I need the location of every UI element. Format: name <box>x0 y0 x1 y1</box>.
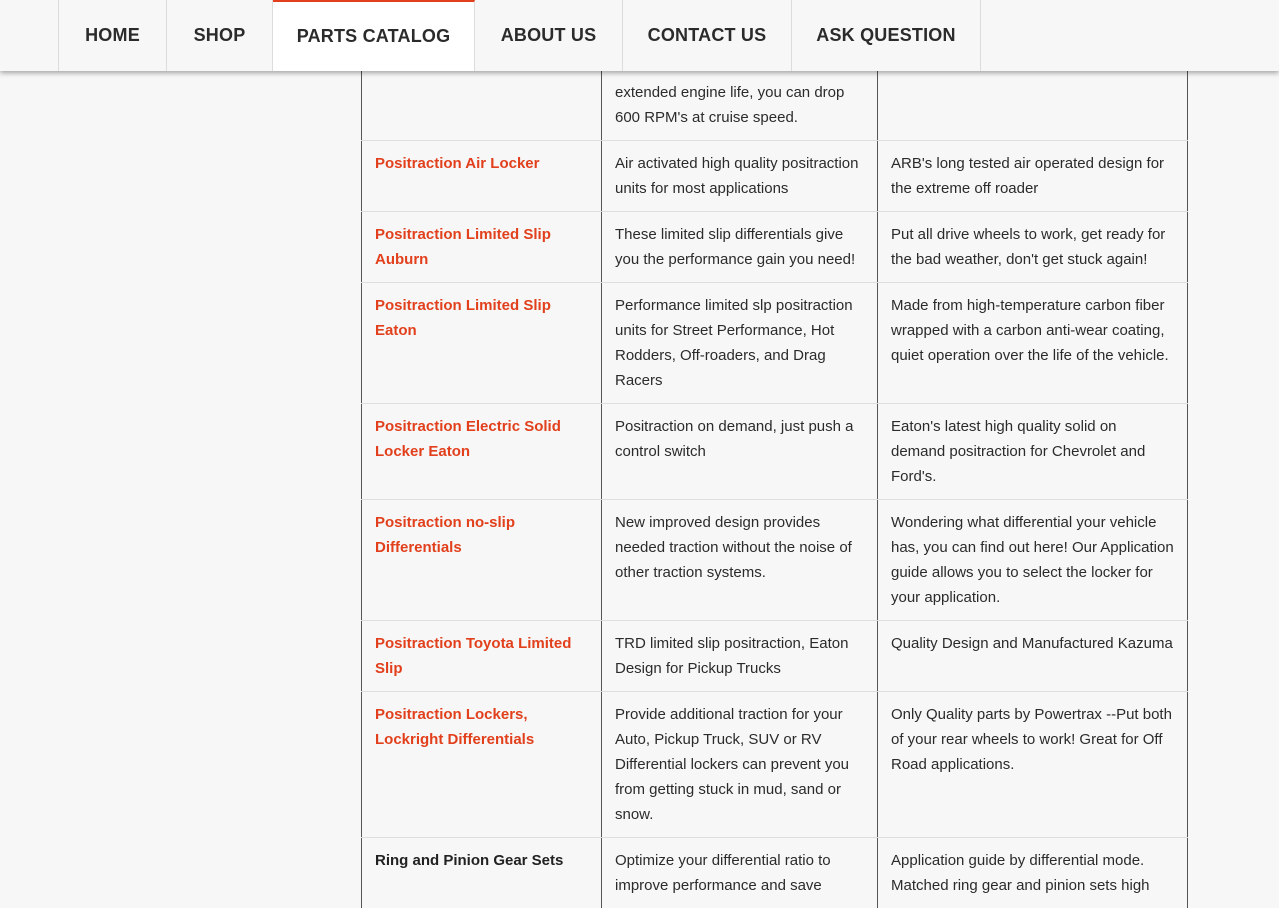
table-row <box>362 283 1188 404</box>
part-note-cell: Wondering what differential your vehicle has, you can find out here! Our Application guide allows you to select the locker for your application. <box>878 500 1188 621</box>
nav-about-us[interactable]: ABOUT US <box>475 0 623 71</box>
part-note-cell: Put all drive wheels to work, get ready for the bad weather, don't get stuck again! <box>878 212 1188 283</box>
part-link-lockers-lockright[interactable]: Positraction Lockers, Lockright Differentials <box>375 706 535 748</box>
part-name-cell <box>362 141 602 212</box>
nav-parts-catalog[interactable]: PARTS CATALOG <box>273 0 475 71</box>
part-link-limited-slip-auburn[interactable]: Positraction Limited Slip Auburn <box>375 226 551 268</box>
part-link-electric-solid-locker[interactable]: Positraction Electric Solid Locker Eaton <box>375 418 561 460</box>
part-description-cell: New improved design provides needed traction without the noise of other traction systems. <box>602 500 878 621</box>
part-description-cell: Provide additional traction for your Auto, Pickup Truck, SUV or RV Differential lockers can prevent you from getting stuck in mud, sand or snow. <box>602 692 878 838</box>
part-description-cell: extended engine life, you can drop 600 RPM's at cruise speed. <box>602 0 878 141</box>
table-row <box>362 404 1188 500</box>
table-row <box>362 212 1188 283</box>
part-name-cell <box>362 500 602 621</box>
part-description-cell: Performance limited slp positraction units for Street Performance, Hot Rodders, Off-roaders, and Drag Racers <box>602 283 878 404</box>
part-link-air-locker[interactable]: Positraction Air Locker <box>375 155 540 172</box>
part-name-cell <box>362 692 602 838</box>
part-description-cell: TRD limited slip positraction, Eaton Design for Pickup Trucks <box>602 621 878 692</box>
part-note-cell: Application guide by differential mode. Matched ring gear and pinion sets high <box>878 838 1188 908</box>
part-note-cell: Quality Design and Manufactured Kazuma <box>878 621 1188 692</box>
part-description-cell: Optimize your differential ratio to improve performance and save <box>602 838 878 908</box>
part-name-cell <box>362 838 602 908</box>
part-name-ring-pinion: Ring and Pinion Gear Sets <box>375 852 564 869</box>
part-link-limited-slip-eaton[interactable]: Positraction Limited Slip Eaton <box>375 297 551 339</box>
nav-home[interactable]: HOME <box>59 0 167 71</box>
part-note-cell: Made from high-temperature carbon fiber wrapped with a carbon anti-wear coating, quiet operation over the life of the vehicle. <box>878 283 1188 404</box>
table-row <box>362 141 1188 212</box>
part-description-cell: These limited slip differentials give you the performance gain you need! <box>602 212 878 283</box>
part-link-no-slip-differentials[interactable]: Positraction no-slip Differentials <box>375 514 516 556</box>
part-name-cell <box>362 621 602 692</box>
table-row <box>362 838 1188 908</box>
top-navigation <box>0 0 1279 71</box>
part-name-cell <box>362 212 602 283</box>
part-note-cell: ARB's long tested air operated design for the extreme off roader <box>878 141 1188 212</box>
nav-ask-question[interactable]: ASK QUESTION <box>792 0 981 71</box>
part-name-cell <box>362 404 602 500</box>
nav-shop[interactable]: SHOP <box>167 0 273 71</box>
part-note-cell: Only Quality parts by Powertrax --Put both of your rear wheels to work! Great for Off Road applications. <box>878 692 1188 838</box>
part-link-toyota-limited-slip[interactable]: Positraction Toyota Limited Slip <box>375 635 572 677</box>
nav-menu <box>58 0 981 71</box>
nav-contact-us[interactable]: CONTACT US <box>623 0 792 71</box>
table-row <box>362 500 1188 621</box>
part-description-cell: Air activated high quality positraction units for most applications <box>602 141 878 212</box>
parts-catalog-table <box>361 0 1188 908</box>
part-description-cell: Positraction on demand, just push a control switch <box>602 404 878 500</box>
table-row <box>362 692 1188 838</box>
part-name-cell <box>362 283 602 404</box>
part-note-cell: Eaton's latest high quality solid on demand positraction for Chevrolet and Ford's. <box>878 404 1188 500</box>
table-row <box>362 621 1188 692</box>
